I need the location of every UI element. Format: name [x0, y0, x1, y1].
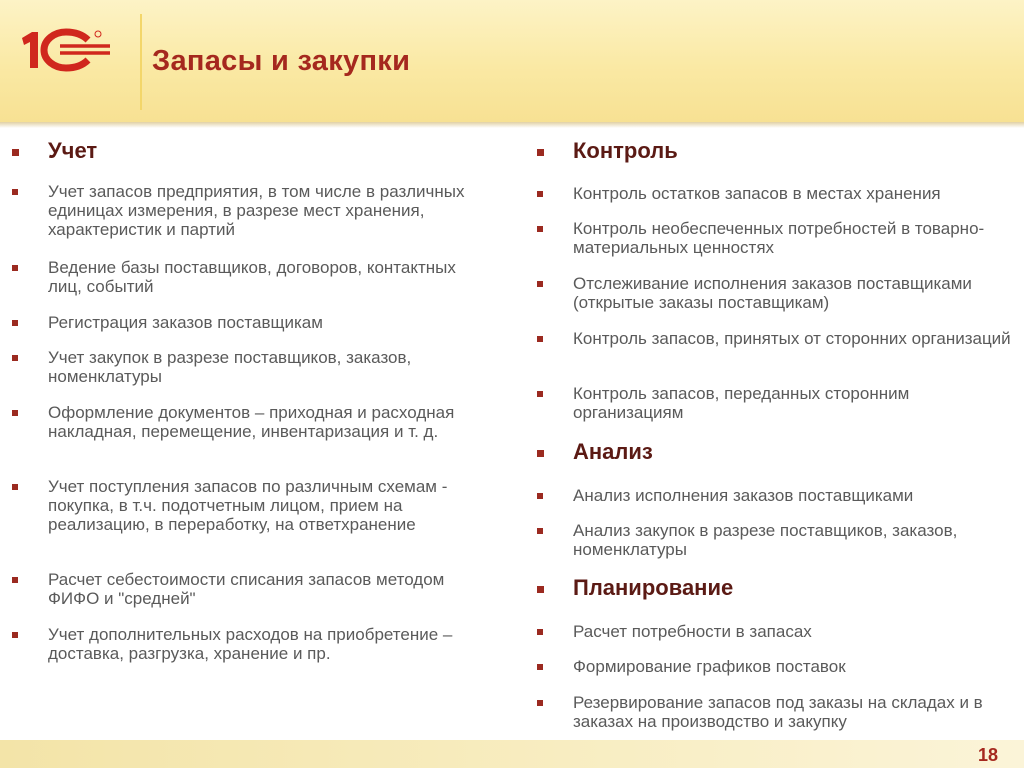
bullet-icon — [537, 336, 543, 342]
heading-text: Планирование — [573, 575, 734, 600]
list-item-text: Учет дополнительных расходов на приобретение – доставка, разгрузка, хранение и пр. — [48, 625, 453, 663]
list-item — [48, 625, 488, 663]
list-item-text: Анализ исполнения заказов поставщиками — [573, 486, 914, 505]
list-item — [573, 184, 1019, 203]
bullet-icon — [12, 189, 18, 195]
bullet-icon — [537, 281, 543, 287]
list-item — [48, 258, 488, 296]
list-item — [48, 403, 488, 441]
list-item — [573, 486, 1019, 505]
list-item — [573, 693, 1019, 731]
list-item-text: Ведение базы поставщиков, договоров, контактных лиц, событий — [48, 258, 456, 296]
list-item — [48, 570, 488, 608]
bullet-icon — [537, 700, 543, 706]
list-item — [573, 329, 1019, 348]
heading-text: Учет — [48, 138, 98, 163]
bullet-icon — [12, 355, 18, 361]
bullet-icon — [12, 484, 18, 490]
list-item-text: Контроль необеспеченных потребностей в товарно-материальных ценностях — [573, 219, 985, 257]
list-item-text: Учет поступления запасов по различным схемам - покупка, в т.ч. подотчетным лицом, прием на реализацию, в переработку, на ответхранение — [48, 477, 448, 534]
section-heading-accounting — [48, 139, 488, 163]
list-item-text: Контроль запасов, принятых от сторонних организаций — [573, 329, 1011, 348]
header-divider — [140, 14, 142, 110]
list-item-text: Регистрация заказов поставщикам — [48, 313, 323, 332]
list-item-text: Отслеживание исполнения заказов поставщиками (открытые заказы поставщикам) — [573, 274, 972, 312]
heading-text: Анализ — [573, 439, 653, 464]
list-item — [48, 348, 488, 386]
list-item-text: Анализ закупок в разрезе поставщиков, заказов, номенклатуры — [573, 521, 958, 559]
bullet-icon — [537, 226, 543, 232]
list-item-text: Учет запасов предприятия, в том числе в различных единицах измерения, в разрезе мест хранения, характеристик и партий — [48, 182, 465, 239]
page-number: 18 — [977, 745, 998, 765]
list-item-text: Контроль запасов, переданных сторонним организациям — [573, 384, 910, 422]
bullet-icon — [12, 410, 18, 416]
list-item-text: Контроль остатков запасов в местах хранения — [573, 184, 941, 203]
section-heading-planning — [573, 576, 1019, 600]
bullet-icon — [12, 265, 18, 271]
list-item-text: Расчет себестоимости списания запасов методом ФИФО и "средней" — [48, 570, 445, 608]
bullet-icon — [537, 528, 543, 534]
bullet-icon — [537, 586, 544, 593]
bullet-icon — [537, 664, 543, 670]
bullet-icon — [537, 450, 544, 457]
page-title: Запасы и закупки — [152, 45, 411, 77]
bullet-icon — [537, 629, 543, 635]
header-shadow — [0, 122, 1024, 128]
list-item — [573, 219, 1019, 257]
bullet-icon — [537, 149, 544, 156]
heading-text: Контроль — [573, 138, 678, 163]
list-item — [573, 622, 1019, 641]
section-heading-control — [573, 139, 1019, 163]
footer-band — [0, 740, 1024, 768]
list-item — [573, 384, 1019, 422]
list-item-text: Расчет потребности в запасах — [573, 622, 812, 641]
bullet-icon — [12, 149, 19, 156]
bullet-icon — [537, 391, 543, 397]
list-item — [48, 477, 488, 534]
bullet-icon — [537, 191, 543, 197]
bullet-icon — [12, 632, 18, 638]
list-item — [573, 657, 1019, 676]
list-item-text: Резервирование запасов под заказы на складах и в заказах на производство и закупку — [573, 693, 983, 731]
list-item — [573, 521, 1019, 559]
list-item — [573, 274, 1019, 312]
bullet-icon — [12, 577, 18, 583]
section-heading-analysis — [573, 440, 1019, 464]
1c-logo-icon — [18, 28, 114, 72]
bullet-icon — [12, 320, 18, 326]
list-item-text: Формирование графиков поставок — [573, 657, 846, 676]
list-item-text: Учет закупок в разрезе поставщиков, заказов, номенклатуры — [48, 348, 412, 386]
list-item-text: Оформление документов – приходная и расходная накладная, перемещение, инвентаризация и т. д. — [48, 403, 455, 441]
list-item — [48, 313, 488, 332]
list-item — [48, 182, 488, 239]
bullet-icon — [537, 493, 543, 499]
